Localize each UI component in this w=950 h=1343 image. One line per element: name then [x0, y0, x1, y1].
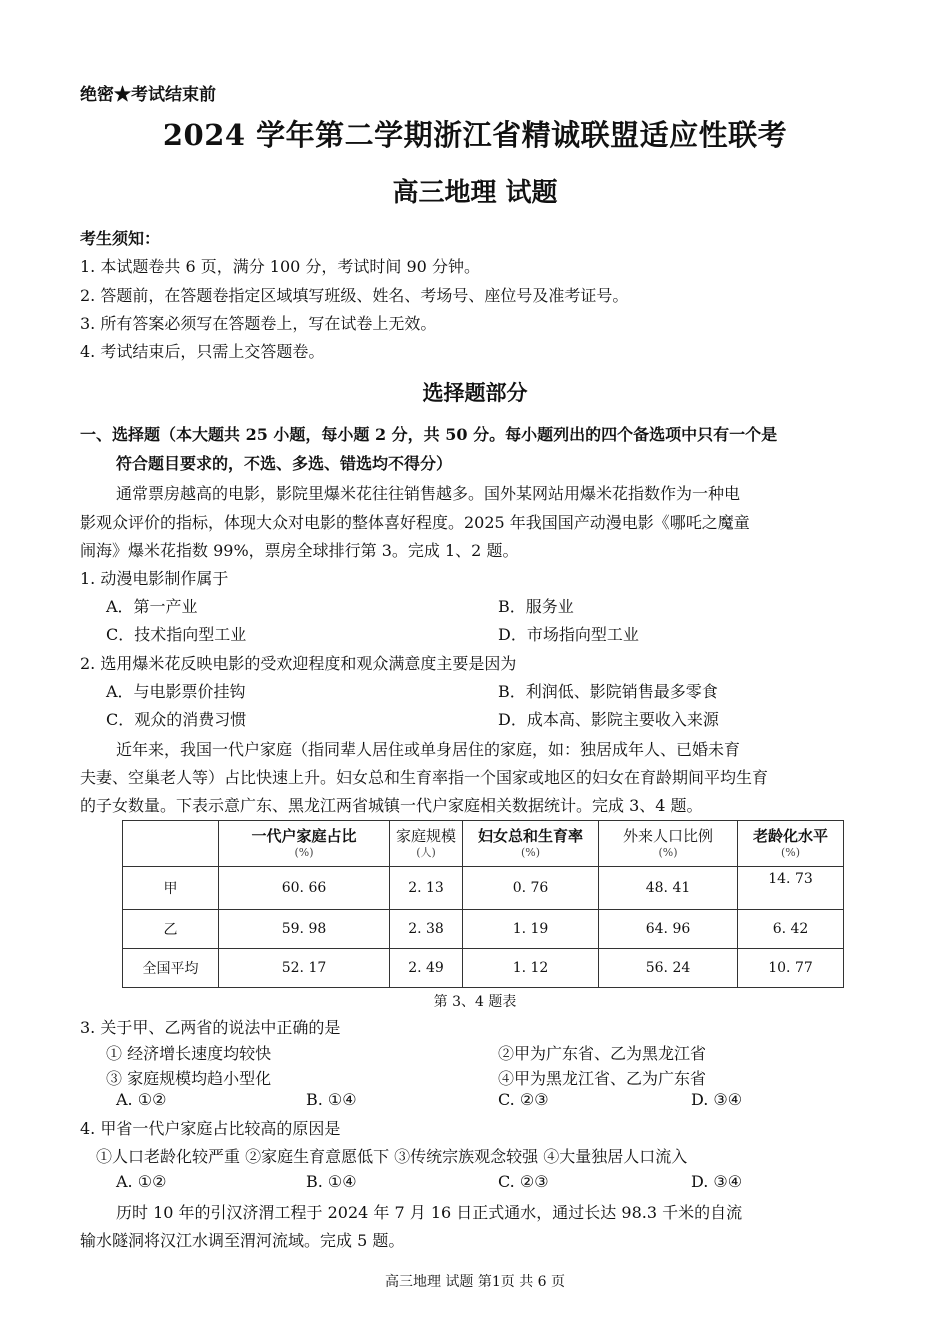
- header-label: 老龄化水平: [752, 826, 828, 845]
- table-cell: 1. 12: [463, 949, 599, 988]
- row-label: 甲: [123, 867, 219, 910]
- q3-option-b: B. ①④: [306, 1090, 357, 1109]
- data-table: [122, 820, 844, 988]
- header-unit: (%): [520, 845, 541, 859]
- question-2-stem: 2. 选用爆米花反映电影的受欢迎程度和观众满意度主要是因为: [80, 654, 517, 673]
- header-unit: (%): [780, 845, 801, 859]
- notice-item: 3. 所有答案必须写在答题卷上，写在试卷上无效。: [80, 314, 437, 333]
- passage-line: 影观众评价的指标，体现大众对电影的整体喜好程度。2025 年我国国产动漫电影《哪吒之魔童: [80, 513, 750, 532]
- table-cell: 60. 66: [219, 867, 390, 910]
- row-label: 乙: [123, 910, 219, 949]
- notice-item: 2. 答题前，在答题卷指定区域填写班级、姓名、考场号、座位号及准考证号。: [80, 286, 629, 305]
- header-unit: (%): [658, 845, 678, 859]
- table-cell: 64. 96: [599, 910, 738, 949]
- table-cell: 48. 41: [599, 867, 738, 910]
- q1-option-c: C．技术指向型工业: [106, 625, 247, 644]
- table-cell: 2. 49: [390, 949, 463, 988]
- notice-item: 1. 本试题卷共 6 页，满分 100 分，考试时间 90 分钟。: [80, 257, 480, 276]
- q3-option-c: C. ②③: [498, 1090, 549, 1109]
- header-label: 外来人口比例: [622, 826, 713, 845]
- part-heading-cont: 符合题目要求的，不选、多选、错选均不得分）: [116, 454, 453, 473]
- q4-option-c: C. ②③: [498, 1172, 549, 1191]
- header-unit: (人): [416, 845, 436, 859]
- confidential-label: 绝密★考试结束前: [80, 85, 216, 105]
- row-label: 全国平均: [123, 949, 219, 988]
- page-footer: 高三地理 试题 第1页 共 6 页: [384, 1274, 566, 1290]
- q4-option-d: D. ③④: [691, 1172, 743, 1191]
- q3-option-d: D. ③④: [691, 1090, 743, 1109]
- header-label: 家庭规模: [395, 826, 456, 845]
- passage-line: 的子女数量。下表示意广东、黑龙江两省城镇一代户家庭相关数据统计。完成 3、4 题。: [80, 796, 703, 815]
- table-row: [123, 910, 844, 949]
- table-cell: 52. 17: [219, 949, 390, 988]
- table-row: [123, 949, 844, 988]
- table-cell: 14. 73: [738, 867, 844, 910]
- header-label: 妇女总和生育率: [477, 826, 583, 845]
- passage-line: 通常票房越高的电影，影院里爆米花往往销售越多。国外某网站用爆米花指数作为一种电: [116, 484, 741, 503]
- table-row: [123, 867, 844, 910]
- table-header-cell: [390, 821, 463, 867]
- table-corner-cell: [123, 821, 219, 867]
- table-cell: 59. 98: [219, 910, 390, 949]
- table-header-cell: [463, 821, 599, 867]
- q2-option-a: A．与电影票价挂钩: [106, 682, 246, 701]
- q3-statement-2: ②甲为广东省、乙为黑龙江省: [498, 1044, 707, 1063]
- passage-line: 近年来，我国一代户家庭（指同辈人居住或单身居住的家庭，如：独居成年人、已婚未育: [116, 740, 741, 759]
- passage-line: 夫妻、空巢老人等）占比快速上升。妇女总和生育率指一个国家或地区的妇女在育龄期间平均生育: [80, 768, 769, 787]
- q3-statement-1: ① 经济增长速度均较快: [106, 1044, 272, 1063]
- q2-option-d: D．成本高、影院主要收入来源: [498, 710, 719, 729]
- q4-option-b: B. ①④: [306, 1172, 357, 1191]
- passage-line: 历时 10 年的引汉济渭工程于 2024 年 7 月 16 日正式通水，通过长达 98.3 千米的自流: [116, 1203, 743, 1222]
- part-heading: 一、选择题（本大题共 25 小题，每小题 2 分，共 50 分。每小题列出的四个备选项中只有一个是: [80, 425, 778, 444]
- header-label: 一代户家庭占比: [251, 826, 357, 845]
- table-cell: 2. 38: [390, 910, 463, 949]
- q4-option-a: A. ①②: [116, 1172, 167, 1191]
- table-cell: 1. 19: [463, 910, 599, 949]
- q3-option-a: A. ①②: [116, 1090, 167, 1109]
- q2-option-c: C．观众的消费习惯: [106, 710, 247, 729]
- q1-option-d: D．市场指向型工业: [498, 625, 639, 644]
- question-1-stem: 1. 动漫电影制作属于: [80, 569, 229, 588]
- table-header-row: [123, 821, 844, 867]
- passage-line: 闹海》爆米花指数 99%，票房全球排行第 3。完成 1、2 题。: [80, 541, 519, 560]
- passage-line: 输水隧洞将汉江水调至渭河流域。完成 5 题。: [80, 1231, 405, 1250]
- q3-statement-3: ③ 家庭规模均趋小型化: [106, 1069, 272, 1088]
- table-cell: 10. 77: [738, 949, 844, 988]
- table-cell: 2. 13: [390, 867, 463, 910]
- table-caption: 第 3、4 题表: [433, 994, 517, 1010]
- table-header-cell: [738, 821, 844, 867]
- exam-title: 2024 学年第二学期浙江省精诚联盟适应性联考: [162, 118, 788, 152]
- q1-option-b: B．服务业: [498, 597, 574, 616]
- q4-statements: ①人口老龄化较严重 ②家庭生育意愿低下 ③传统宗族观念较强 ④大量独居人口流入: [96, 1147, 688, 1166]
- table-header-cell: [219, 821, 390, 867]
- table-header-cell: [599, 821, 738, 867]
- q2-option-b: B．利润低、影院销售最多零食: [498, 682, 718, 701]
- header-unit: (%): [294, 845, 314, 859]
- section-title: 选择题部分: [422, 380, 528, 405]
- table-cell: 0. 76: [463, 867, 599, 910]
- question-4-stem: 4. 甲省一代户家庭占比较高的原因是: [80, 1119, 341, 1138]
- question-3-stem: 3. 关于甲、乙两省的说法中正确的是: [80, 1018, 341, 1037]
- notice-item: 4. 考试结束后，只需上交答题卷。: [80, 342, 325, 361]
- q3-statement-4: ④甲为黑龙江省、乙为广东省: [498, 1069, 707, 1088]
- notice-heading: 考生须知：: [80, 229, 161, 248]
- exam-subtitle: 高三地理 试题: [392, 178, 558, 208]
- table-cell: 56. 24: [599, 949, 738, 988]
- table-cell: 6. 42: [738, 910, 844, 949]
- q1-option-a: A．第一产业: [106, 597, 198, 616]
